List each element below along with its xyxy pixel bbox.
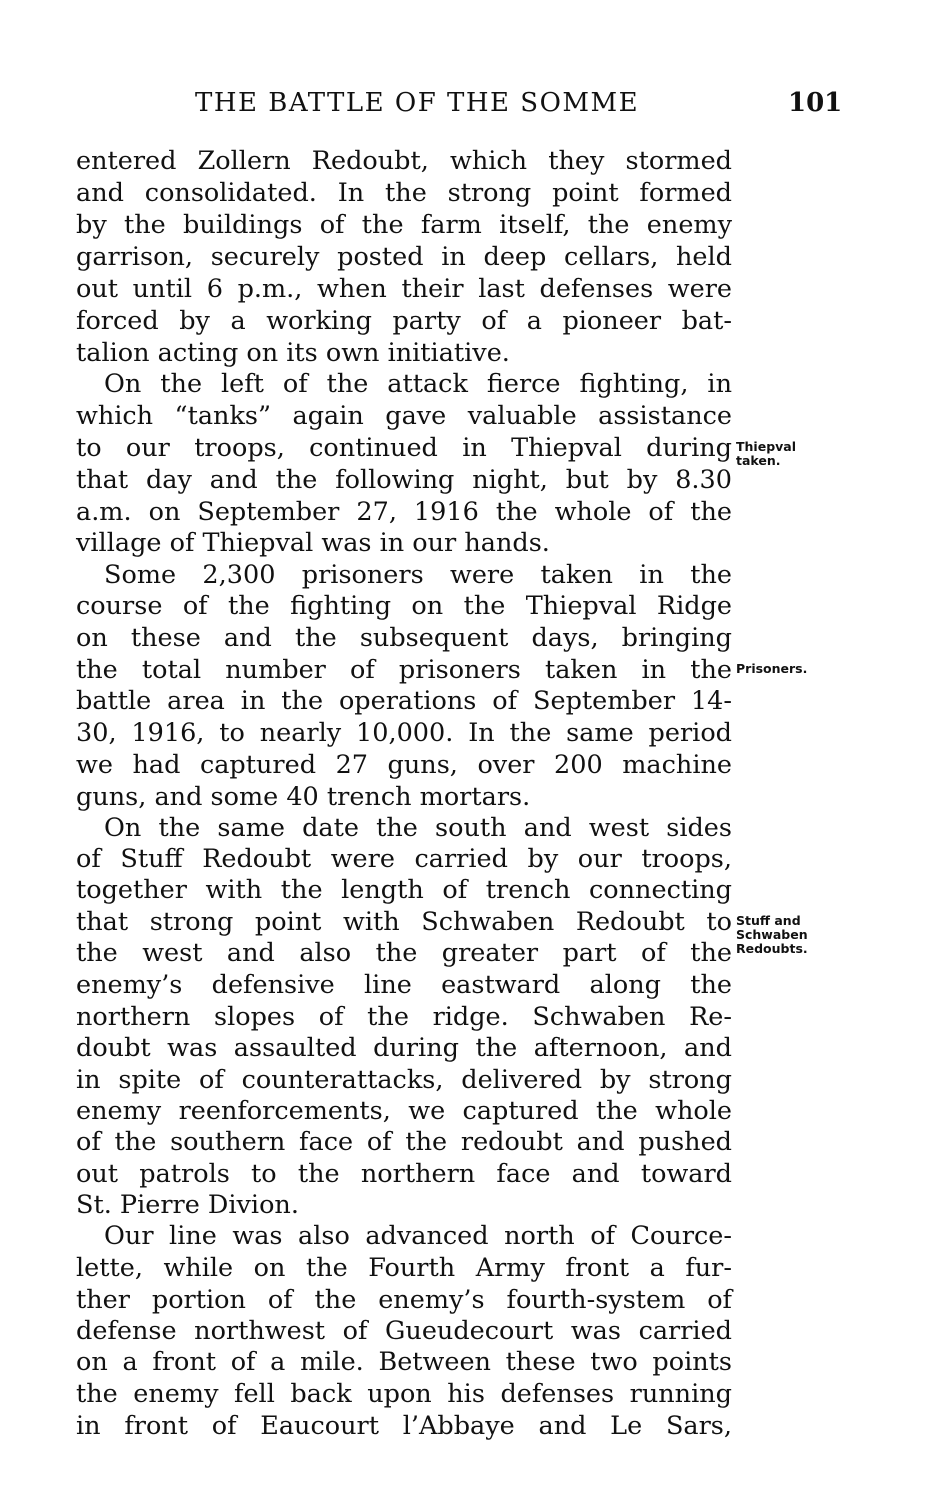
- body-line: that strong point with Schwaben Redoubt to: [76, 907, 732, 937]
- body-line: of the southern face of the redoubt and pushed: [76, 1127, 732, 1157]
- side-note-line: Schwaben: [736, 927, 808, 942]
- body-line: Our line was also advanced north of Cource-: [104, 1221, 732, 1251]
- body-line: St. Pierre Divion.: [76, 1190, 299, 1220]
- body-line: the total number of prisoners taken in the: [76, 655, 732, 685]
- body-line: 30, 1916, to nearly 10,000. In the same period: [76, 718, 732, 748]
- body-line: by the buildings of the farm itself, the enemy: [76, 210, 732, 240]
- body-line: out until 6 p.m., when their last defenses were: [76, 274, 732, 304]
- body-line: on these and the subsequent days, bringing: [76, 623, 732, 653]
- side-note-prisoners: [736, 662, 807, 676]
- body-line: course of the fighting on the Thiepval Ridge: [76, 591, 732, 621]
- body-line: On the left of the attack fierce fighting, in: [104, 369, 732, 399]
- body-line: guns, and some 40 trench mortars.: [76, 782, 531, 812]
- body-line: Some 2,300 prisoners were taken in the: [104, 560, 732, 590]
- side-note-line: Redoubts.: [736, 941, 808, 956]
- body-line: that day and the following night, but by 8.30: [76, 465, 732, 495]
- body-line: a.m. on September 27, 1916 the whole of the: [76, 497, 732, 527]
- body-line: battle area in the operations of September 14-: [76, 686, 732, 716]
- page-number: 101: [788, 88, 843, 118]
- body-line: and consolidated. In the strong point formed: [76, 178, 732, 208]
- body-line: enemy’s defensive line eastward along the: [76, 970, 732, 1000]
- side-note-line: Stuff and: [736, 913, 801, 928]
- running-title: THE BATTLE OF THE SOMME: [195, 88, 640, 118]
- body-line: On the same date the south and west sides: [104, 813, 732, 843]
- body-line: ther portion of the enemy’s fourth-system of: [76, 1285, 732, 1315]
- side-note-redoubts: [736, 914, 808, 956]
- body-line: northern slopes of the ridge. Schwaben Re-: [76, 1002, 732, 1032]
- body-line: on a front of a mile. Between these two points: [76, 1347, 732, 1377]
- body-line: of Stuff Redoubt were carried by our troops,: [76, 844, 732, 874]
- side-note-line: taken.: [736, 453, 781, 468]
- body-line: entered Zollern Redoubt, which they stormed: [76, 146, 732, 176]
- body-line: together with the length of trench connecting: [76, 875, 732, 905]
- body-line: in front of Eaucourt l’Abbaye and Le Sars,: [76, 1411, 732, 1441]
- body-line: enemy reenforcements, we captured the whole: [76, 1096, 732, 1126]
- body-line: village of Thiepval was in our hands.: [76, 528, 550, 558]
- body-line: the west and also the greater part of the: [76, 938, 732, 968]
- body-line: which “tanks” again gave valuable assistance: [76, 401, 732, 431]
- body-line: doubt was assaulted during the afternoon, and: [76, 1033, 732, 1063]
- body-line: forced by a working party of a pioneer bat-: [76, 306, 732, 336]
- body-line: in spite of counterattacks, delivered by strong: [76, 1065, 732, 1095]
- body-line: to our troops, continued in Thiepval during: [76, 433, 732, 463]
- body-line: we had captured 27 guns, over 200 machine: [76, 750, 732, 780]
- body-line: defense northwest of Gueudecourt was carried: [76, 1316, 732, 1346]
- body-line: garrison, securely posted in deep cellars, held: [76, 242, 732, 272]
- side-note-line: Thiepval: [736, 439, 797, 454]
- side-note-line: Prisoners.: [736, 661, 808, 676]
- side-note-thiepval: [736, 440, 796, 468]
- body-line: talion acting on its own initiative.: [76, 338, 510, 368]
- body-line: the enemy fell back upon his defenses running: [76, 1379, 732, 1409]
- body-line: lette, while on the Fourth Army front a fur-: [76, 1253, 732, 1283]
- body-line: out patrols to the northern face and toward: [76, 1159, 732, 1189]
